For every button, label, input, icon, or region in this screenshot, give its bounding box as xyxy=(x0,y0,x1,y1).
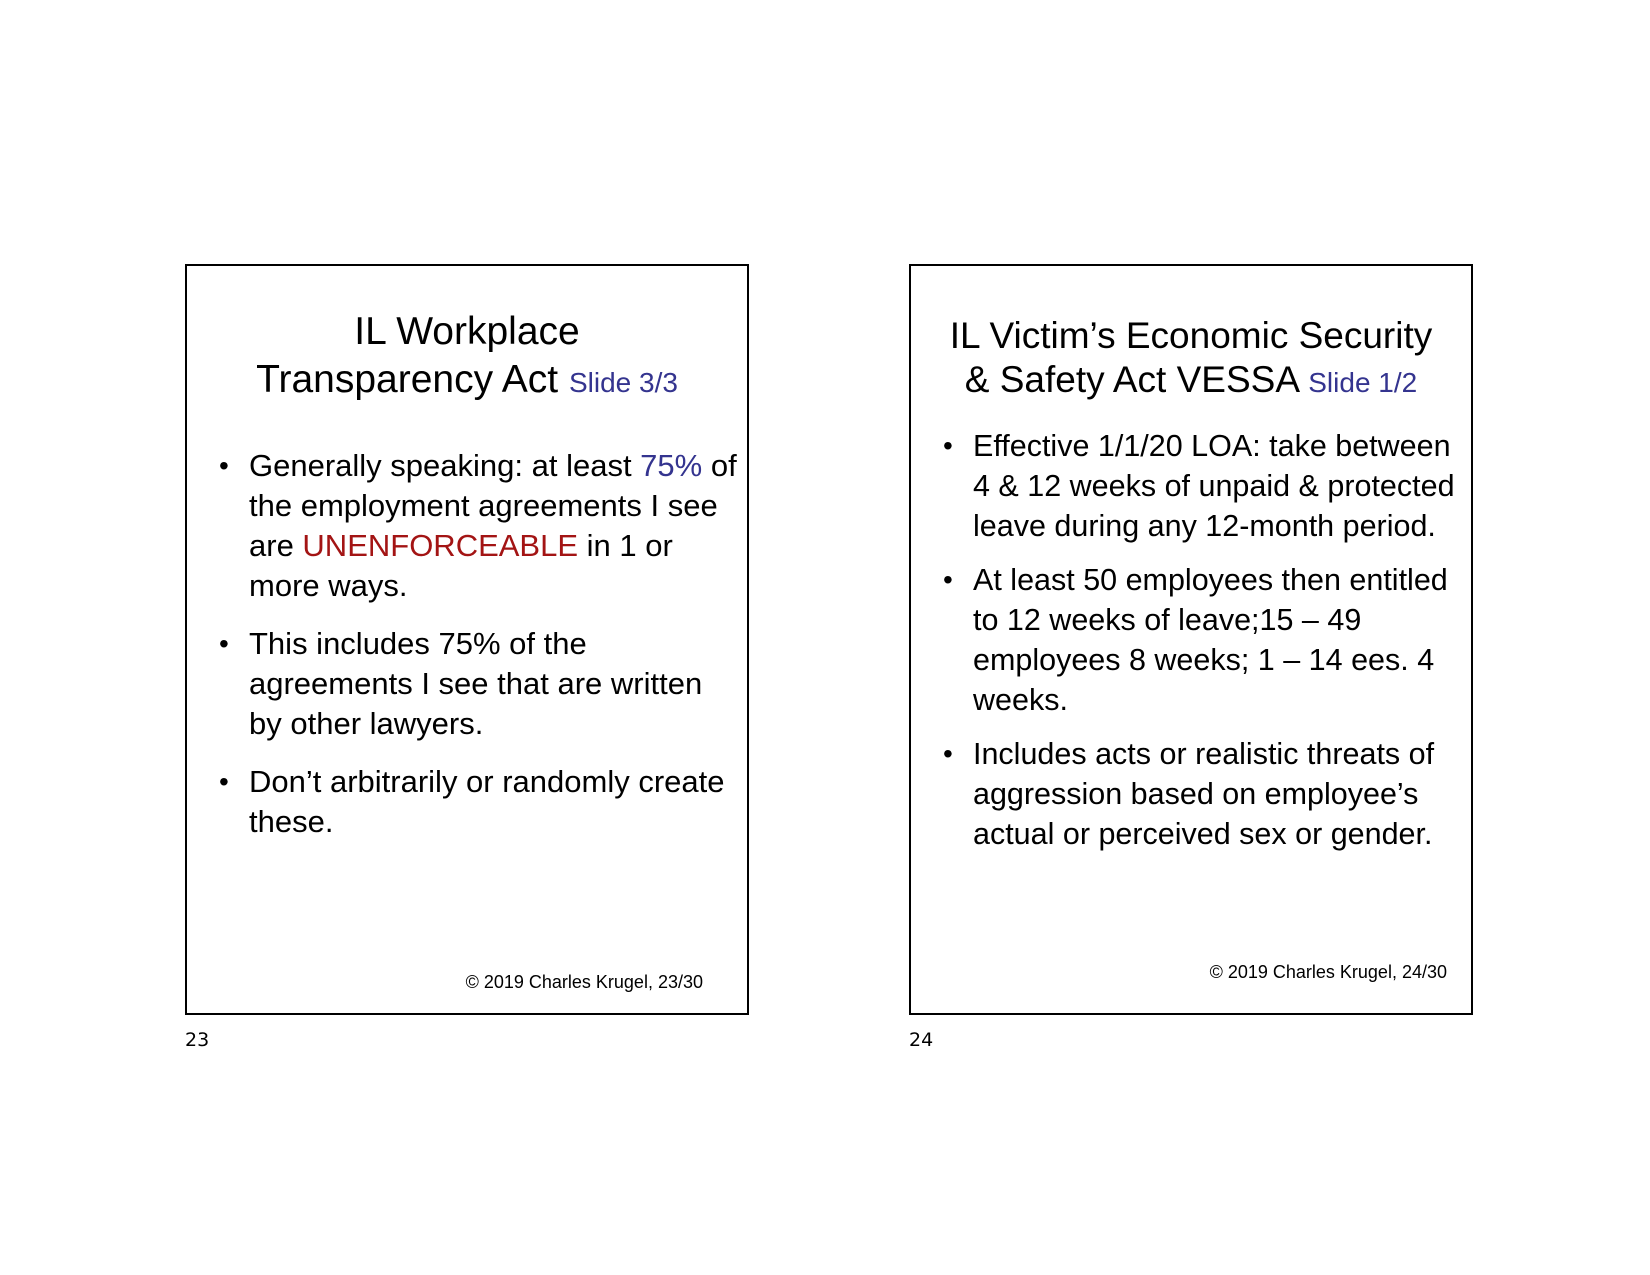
bullet-text: Effective 1/1/20 LOA: take between 4 & 12 weeks of unpaid & protected leave during any 12-month period. xyxy=(973,429,1455,543)
highlight-percent: 75% xyxy=(640,448,703,483)
list-item xyxy=(943,734,1463,854)
slide-title xyxy=(911,314,1471,405)
page-number: 23 xyxy=(185,1029,210,1051)
bullet-icon: • xyxy=(219,450,229,481)
bullet-text: This includes 75% of the agreements I see that are written by other lawyers. xyxy=(249,626,703,741)
list-item xyxy=(943,426,1463,546)
title-line-2: & Safety Act VESSA xyxy=(964,359,1298,400)
page-number: 24 xyxy=(909,1029,934,1051)
bullet-text-mid: of the employment agreements I see are xyxy=(249,448,737,563)
copyright-footer: © 2019 Charles Krugel, 23/30 xyxy=(465,972,703,992)
slide-24 xyxy=(909,264,1473,1015)
bullet-text: At least 50 employees then entitled to 12 weeks of leave;15 – 49 employees 8 weeks; 1 – 14 ees. 4 weeks. xyxy=(973,563,1448,717)
highlight-unenforceable: UNENFORCEABLE xyxy=(302,528,579,563)
bullet-icon: • xyxy=(219,766,229,797)
bullet-text-pre: Generally speaking: at least xyxy=(249,448,641,483)
slide-tag: Slide 3/3 xyxy=(568,367,678,398)
title-line-2: Transparency Act xyxy=(256,358,559,401)
slide-title xyxy=(187,308,747,407)
copyright-footer: © 2019 Charles Krugel, 24/30 xyxy=(1209,962,1447,982)
bullet-icon: • xyxy=(219,628,229,659)
bullet-icon: • xyxy=(943,564,953,595)
list-item xyxy=(943,560,1463,720)
slide-23 xyxy=(185,264,749,1015)
title-line-1: IL Victim’s Economic Security xyxy=(949,315,1433,356)
list-item xyxy=(219,624,739,744)
bullet-text-post: in 1 or more ways. xyxy=(249,528,673,603)
list-item xyxy=(219,762,739,842)
bullet-text: Includes acts or realistic threats of aggression based on employee’s actual or perceived sex or gender. xyxy=(973,737,1435,851)
bullet-list xyxy=(943,426,1463,868)
bullet-list xyxy=(219,446,739,860)
slide-tag: Slide 1/2 xyxy=(1308,367,1418,398)
bullet-icon: • xyxy=(943,738,953,769)
bullet-icon: • xyxy=(943,430,953,461)
bullet-text: Don’t arbitrarily or randomly create these. xyxy=(249,764,725,839)
title-line-1: IL Workplace xyxy=(354,310,580,353)
list-item xyxy=(219,446,739,606)
